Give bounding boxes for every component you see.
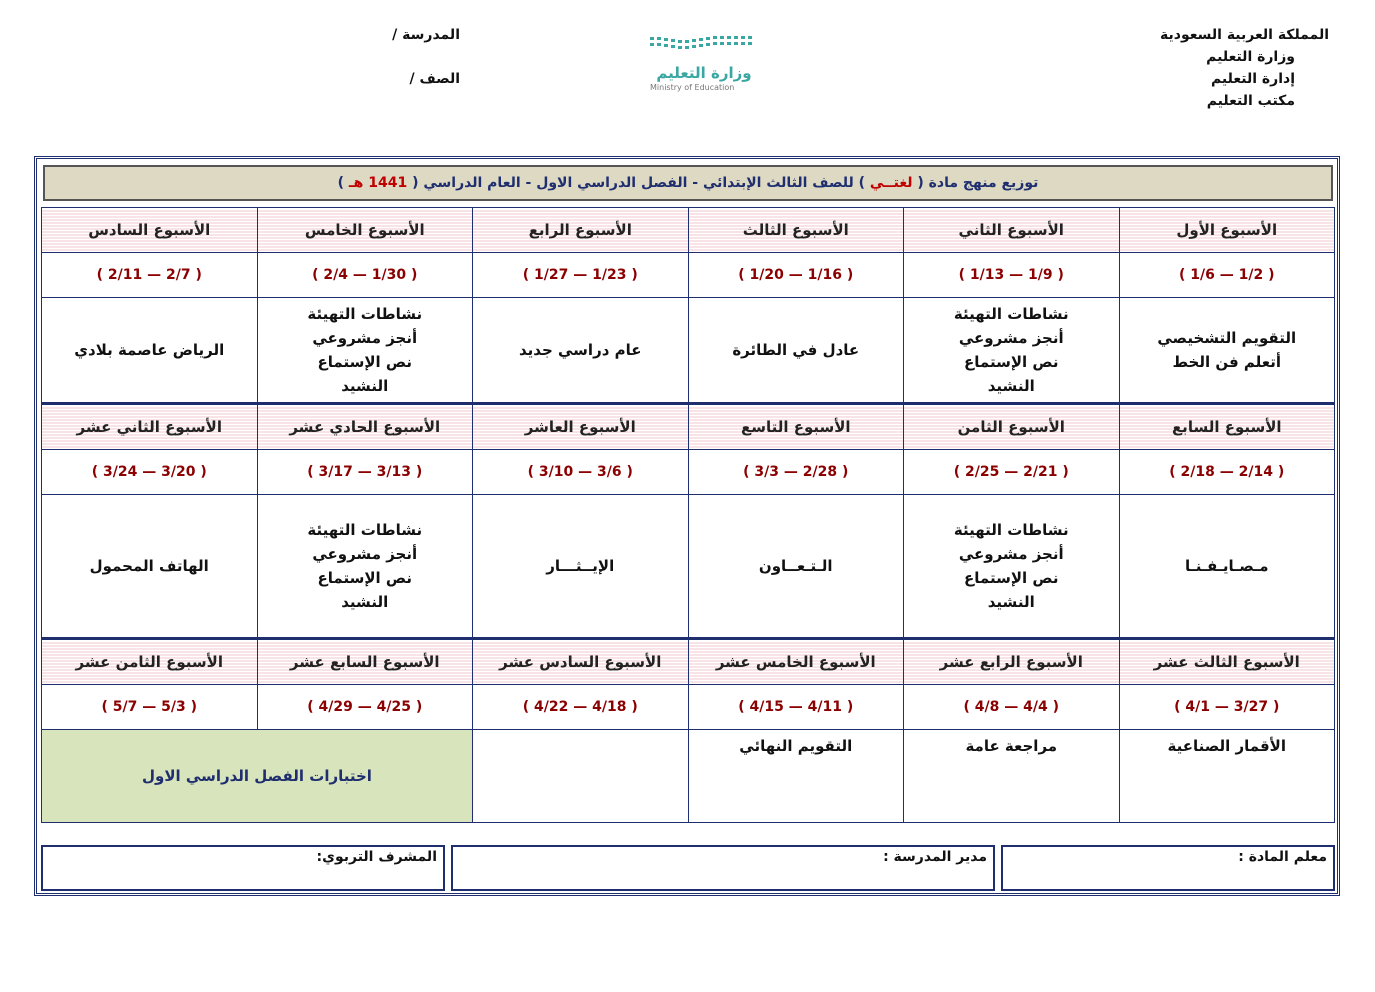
lesson-cell [688,730,904,823]
lesson-line: التقويم التشخيصي [1157,329,1297,347]
logo-arabic-text: وزارة التعليم [656,64,752,82]
lesson-line: نص الإستماع [964,353,1059,371]
lesson-row [42,730,1335,823]
lesson-cell [473,495,689,639]
week-cell: الأسبوع السادس عشر [473,639,689,685]
lesson-cell [1119,730,1335,823]
plan-title [43,165,1333,201]
lesson-line: الرياض عاصمة بلادي [74,341,225,359]
lesson-line: الـتـعــاون [758,557,833,575]
date-cell: ( 4/18 — 4/22 ) [473,685,689,730]
week-cell: الأسبوع الثامن عشر [42,639,258,685]
date-cell: ( 1/2 — 1/6 ) [1119,253,1335,298]
week-cell: الأسبوع السابع [1119,404,1335,450]
lesson-line: أنجز مشروعي [312,329,418,347]
lesson-line: نص الإستماع [317,353,412,371]
week-cell: الأسبوع السابع عشر [257,639,473,685]
school-label: المدرسة / [392,27,460,43]
week-cell: الأسبوع الثامن [904,404,1120,450]
lesson-line: النشيد [987,593,1035,611]
lesson-line: النشيد [987,377,1035,395]
week-cell: الأسبوع الثالث عشر [1119,639,1335,685]
week-header-row [42,404,1335,450]
week-cell: الأسبوع الثالث [688,208,904,253]
lesson-cell [42,495,258,639]
date-cell: ( 2/21 — 2/25 ) [904,450,1120,495]
lesson-line: النشيد [341,377,389,395]
lesson-line: أنجز مشروعي [958,329,1064,347]
ministry-line: وزارة التعليم [1206,49,1295,65]
lesson-row [42,495,1335,639]
lesson-line: نص الإستماع [964,569,1059,587]
ministry-line: المملكة العربية السعودية [1160,27,1329,43]
lesson-line: أنجز مشروعي [958,545,1064,563]
lesson-line: عام دراسي جديد [519,341,642,359]
lesson-cell [904,730,1120,823]
week-header-row [42,208,1335,253]
lesson-cell [688,298,904,404]
lesson-line: الهاتف المحمول [89,557,209,575]
title-prefix: توزيع منهج مادة ( [917,175,1039,191]
lesson-cell [904,298,1120,404]
date-cell: ( 5/3 — 5/7 ) [42,685,258,730]
week-cell: الأسبوع العاشر [473,404,689,450]
ministry-logo [594,32,758,112]
date-row [42,685,1335,730]
title-subject: لغتــي [869,175,913,191]
week-header-row [42,639,1335,685]
lesson-cell [1119,298,1335,404]
week-cell: الأسبوع الثاني [904,208,1120,253]
lesson-line: عادل في الطائرة [732,341,860,359]
date-cell: ( 1/16 — 1/20 ) [688,253,904,298]
title-suffix: ) [337,175,344,191]
date-cell: ( 2/28 — 3/3 ) [688,450,904,495]
teacher-signature[interactable]: معلم المادة : [1001,845,1335,891]
week-cell: الأسبوع الخامس عشر [688,639,904,685]
lesson-line: نص الإستماع [317,569,412,587]
title-year: 1441 هـ [348,175,408,191]
date-cell: ( 3/6 — 3/10 ) [473,450,689,495]
lesson-cell [473,730,689,823]
ministry-header [1160,24,1329,112]
lesson-line: نشاطات التهيئة [953,521,1069,539]
ministry-line: إدارة التعليم [1210,71,1295,87]
lesson-cell [42,298,258,404]
date-cell: ( 3/13 — 3/17 ) [257,450,473,495]
date-cell: ( 4/4 — 4/8 ) [904,685,1120,730]
exam-cell: اختبارات الفصل الدراسي الاول [42,730,473,823]
lesson-row [42,298,1335,404]
lesson-line: أنجز مشروعي [312,545,418,563]
lesson-line: أتعلم فن الخط [1172,353,1282,371]
lesson-cell [1119,495,1335,639]
week-cell: الأسبوع التاسع [688,404,904,450]
lesson-cell [257,298,473,404]
date-cell: ( 1/30 — 2/4 ) [257,253,473,298]
lesson-cell [257,495,473,639]
lesson-line: نشاطات التهيئة [307,521,423,539]
signature-row [41,845,1335,893]
lesson-line: نشاطات التهيئة [307,305,423,323]
lesson-line: الإيــثـــار [546,557,615,575]
week-cell: الأسبوع السادس [42,208,258,253]
date-cell: ( 1/9 — 1/13 ) [904,253,1120,298]
week-cell: الأسبوع الخامس [257,208,473,253]
week-cell: الأسبوع الرابع [473,208,689,253]
lesson-line: نشاطات التهيئة [953,305,1069,323]
lesson-line: الأقمار الصناعية [1167,737,1286,755]
lesson-line: التقويم النهائي [739,737,853,755]
date-row [42,450,1335,495]
schedule-table [41,207,1335,823]
class-label: الصف / [409,71,460,87]
date-cell: ( 3/20 — 3/24 ) [42,450,258,495]
lesson-line: مـصـايـفـنـا [1184,557,1269,575]
date-cell: ( 2/7 — 2/11 ) [42,253,258,298]
lesson-line: مراجعة عامة [965,737,1058,755]
lesson-cell [473,298,689,404]
week-cell: الأسبوع الثاني عشر [42,404,258,450]
date-cell: ( 4/11 — 4/15 ) [688,685,904,730]
date-cell: ( 2/14 — 2/18 ) [1119,450,1335,495]
week-cell: الأسبوع الرابع عشر [904,639,1120,685]
supervisor-signature[interactable]: المشرف التربوي: [41,845,445,891]
date-cell: ( 1/23 — 1/27 ) [473,253,689,298]
school-header [380,24,460,112]
logo-english-text: Ministry of Education [650,83,735,92]
date-cell: ( 4/25 — 4/29 ) [257,685,473,730]
ministry-line: مكتب التعليم [1206,93,1295,109]
date-cell: ( 3/27 — 4/1 ) [1119,685,1335,730]
week-cell: الأسبوع الحادي عشر [257,404,473,450]
lesson-cell [904,495,1120,639]
week-cell: الأسبوع الأول [1119,208,1335,253]
lesson-cell [688,495,904,639]
lesson-line: النشيد [341,593,389,611]
principal-signature[interactable]: مدير المدرسة : [451,845,995,891]
plan-frame [34,156,1340,896]
date-row [42,253,1335,298]
title-middle: ) للصف الثالث الإبتدائي - الفصل الدراسي الاول - العام الدراسي ( [412,175,866,191]
